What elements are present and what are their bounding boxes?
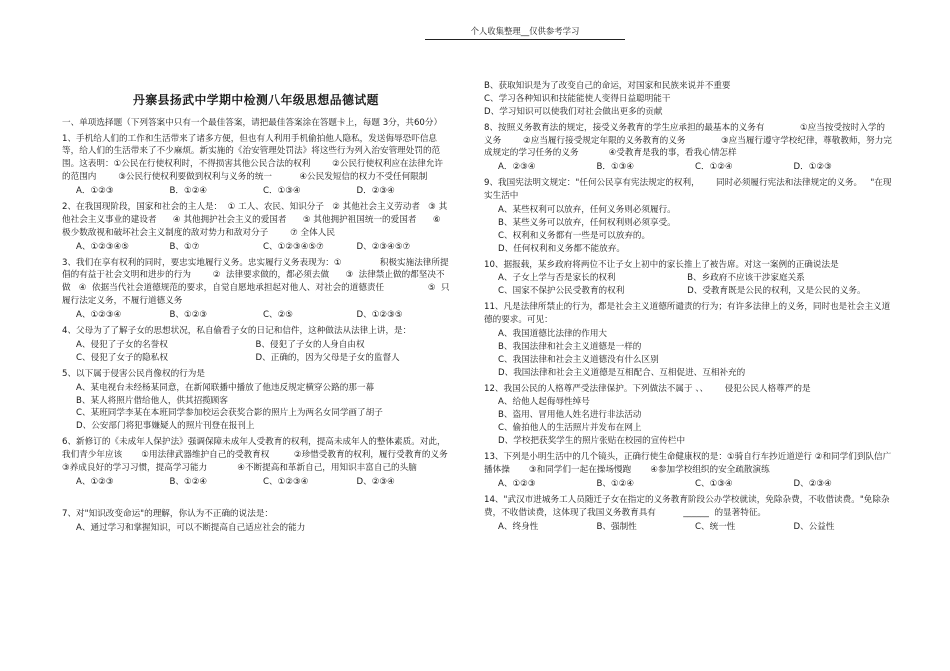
question-text: 9、我国宪法明文规定："任何公民享有宪法规定的权利， 同时必须履行宪法和法律规定的义务。 "在现实生活中 — [484, 178, 892, 202]
option: C、侵犯了女子的隐私权 — [76, 352, 168, 363]
option: D、公益性 — [793, 521, 835, 532]
question-text: 13、下列是小明生活中的几个镜头，正确行使生命健康权的是：①骑自行车抄近道逆行 ②和同学们到队信广播体操 ③和同学们一起在操场慢跑 ④参加学校组织的安全疏散演练 — [484, 452, 892, 475]
section-heading: 一、单项选择题（下列答案中只有一个最佳答案，请把最佳答案涂在答题卡上，每题 3分，共60分） — [62, 117, 443, 128]
question-options — [62, 476, 450, 489]
spacer — [62, 492, 450, 508]
question-text: 2、在我国现阶段，国家和社会的主人是： ① 工人、农民、知识分子 ② 其他社会主义劳动者 ③ 其他社会主义事业的建设者 ④ 其他拥护社会主义的爱国者 ⑤ 其他拥护祖国统一的爱国者 ⑥ 极少数敌视和破坏社会主义制度的敌对势力和敌对分子 ⑦ 全体人民 — [62, 202, 448, 238]
question — [62, 257, 450, 322]
option: D．①②③ — [793, 162, 832, 173]
option: B、①⑦ — [169, 241, 200, 252]
option: B、某人将照片借给他人，供其招揽顾客 — [76, 395, 228, 406]
option: D、学习知识可以使我们对社会做出更多的贡献 — [484, 106, 663, 117]
option: B、强制性 — [596, 521, 637, 532]
question-text: 14、"武汉市进城务工人员随迁子女在指定的义务教育阶段公办学校就读，免除杂费，不收借读费。"免除杂费，不收借读费，这体现了我国义务教育具有 ______ 的显著特征。 — [484, 494, 890, 518]
question-text: 5、以下属于侵害公民肖像权的行为是 — [62, 368, 205, 379]
question-options — [62, 185, 450, 198]
option: B、盗用、冒用他人姓名进行非法活动 — [498, 410, 642, 421]
option: D、①②③⑤ — [356, 310, 403, 321]
option: A、①②③④⑤ — [76, 241, 129, 252]
question — [62, 201, 450, 254]
option: C、权利和义务都有一些是可以放弃的。 — [498, 230, 651, 241]
right-question-list — [484, 122, 892, 534]
question-text: 4、父母为了了解子女的思想状况，私自偷看子女的日记和信件，这种做法从法律上讲，是： — [62, 326, 412, 337]
option: B、①②④ — [169, 476, 208, 487]
question — [484, 259, 892, 299]
question-7 — [62, 508, 450, 535]
question-options — [62, 339, 450, 365]
option: C、我国法律和社会主义道德没有什么区别 — [498, 354, 659, 365]
right-column — [484, 80, 892, 536]
option: B、①②④ — [596, 478, 635, 489]
option: B．①③④ — [596, 162, 635, 173]
option: D．②③④ — [356, 186, 395, 197]
question-text: 6、新修订的《未成年人保护法》强调保障未成年人受教育的权利，提高未成年人的整体素质。对此，我们青少年应该 ①用法律武器维护自己的受教育权 ②珍惜受教育的权利，履行受教育的义务 ③养成良好的学习习惯，提高学习能力 ④不断提高和革新自己，用知识丰富自己的头脑 — [62, 437, 456, 473]
question — [484, 122, 892, 175]
option: A、子女上学与否是家长的权利 — [498, 273, 616, 284]
option: D、学校把获奖学生的照片张贴在校园的宣传栏中 — [498, 436, 686, 447]
question — [62, 368, 450, 433]
question-options — [484, 521, 892, 534]
option: C、偷拍他人的生活照片并发布在网上 — [498, 423, 642, 434]
option: B、①②③ — [169, 310, 208, 321]
option: D、受教育既是公民的权利，又是公民的义务。 — [687, 286, 866, 297]
question — [62, 325, 450, 365]
option: B、侵犯了子女的人身自由权 — [255, 339, 365, 350]
option: D、公安部门将犯事嫌疑人的照片刊登在报刊上 — [76, 421, 255, 432]
option: C、①②③④ — [263, 476, 309, 487]
option: D、②③④ — [793, 478, 832, 489]
question-text: 11、凡是法律所禁止的行为，都是社会主义道德所谴责的行为；有许多法律上的义务，同时也是社会主义道德的要求。可见： — [484, 302, 891, 326]
option: A、某些权利可以放弃，任何义务则必须履行。 — [498, 205, 676, 216]
page-title: 丹寨县扬武中学期中检测八年级思想品德试题 — [133, 93, 379, 107]
option: C．①③④ — [263, 186, 301, 197]
question-text: 10、据报载，某乡政府将两位不让子女上初中的家长推上了被告席。对这一案例的正确说法是 — [484, 259, 839, 270]
option: B、乡政府不应该干涉家庭关系 — [687, 273, 805, 284]
option: D、②③④ — [356, 476, 395, 487]
option: A、通过学习和掌握知识，可以不断提高自己适应社会的能力 — [76, 522, 306, 533]
left-question-list — [62, 133, 456, 489]
option: C、①②③④⑤⑦ — [263, 241, 324, 252]
question-options — [484, 204, 892, 256]
option: B、我国法律和社会主义道德是一样的 — [498, 341, 642, 352]
option: A、给他人起侮辱性绰号 — [498, 397, 590, 408]
option: A、终身性 — [498, 521, 539, 532]
question-options — [62, 309, 450, 322]
option: D、我国法律和社会主义道德是互相配合、互相促进、互相补充的 — [498, 367, 746, 378]
left-column — [62, 92, 456, 538]
question — [484, 301, 892, 379]
question-options — [62, 241, 450, 254]
question — [62, 436, 456, 489]
option: D、②③④⑤⑦ — [356, 241, 411, 252]
option: C、①③④ — [695, 478, 733, 489]
question — [484, 451, 892, 491]
option: C、国家不保护公民受教育的权利 — [498, 286, 625, 297]
question-text: 1、手机给人们的工作和生活带来了诸多方便，但也有人利用手机偷拍他人隐私，发送侮辱恐吓信息等，给人们的生活带来了不少麻烦。新实施的《治安管理处罚法》将这些行为列入治安管理处罚的范围。这表明：①公民在行使权利时，不得损害其他公民合法的权利 ②公民行使权利应在法律允许的范围内 ③公民行使权利要做到权利与义务的统一 ④公民发短信的权力不受任何限制 — [62, 133, 444, 183]
option: A、①②③④ — [76, 310, 122, 321]
option: C．①②④ — [695, 162, 733, 173]
option: A、①②③ — [498, 478, 536, 489]
question — [62, 133, 450, 198]
option: A、侵犯了子女的名誉权 — [76, 339, 168, 350]
option: A、我国道德比法律的作用大 — [498, 329, 608, 340]
option: D、任何权利和义务都不能放弃。 — [498, 243, 625, 254]
option: C、学习各种知识和技能能使人变得日益聪明能干 — [484, 93, 671, 104]
question — [484, 494, 892, 534]
option: B．①②④ — [169, 186, 208, 197]
question-options — [484, 396, 892, 448]
header-note: 个人收集整理__仅供参考学习 — [425, 25, 625, 40]
option: A、①②③ — [76, 476, 114, 487]
question-text: 12、我国公民的人格尊严受法律保护。下列做法不属于 、、 侵犯公民人格尊严的是 — [484, 383, 811, 394]
question-options — [484, 272, 892, 298]
option: A．①②③ — [76, 186, 114, 197]
option: D、正确的，因为父母是子女的监督人 — [255, 352, 400, 363]
question-options — [484, 328, 892, 380]
q7-continued-options — [484, 80, 892, 119]
question-options — [62, 382, 450, 434]
question-options — [484, 478, 892, 491]
question-options — [484, 161, 892, 174]
question-text: 3、我们在享有权利的同时，要忠实地履行义务。忠实履行义务表现为：① 积极实施法律所提倡的有益于社会文明和进步的行为 ② 法律要求做的，都必须去做 ③ 法律禁止做的都坚决不做 ④ 依据当代社会道德规范的要求，自觉自愿地承担起对他人、对社会的道德责任 ⑤ 只履行法定义务，不履行道德义务 — [62, 257, 450, 307]
question — [484, 383, 892, 448]
option: C、某班同学李某在本班同学参加校运会获奖合影的照片上为两名女同学画了胡子 — [76, 408, 383, 419]
question-options — [62, 522, 450, 535]
option: B、某些义务可以放弃，任何权利则必须享受。 — [498, 217, 676, 228]
question-text: 7、对"知识改变命运"的理解，你认为不正确的说法是： — [62, 508, 274, 519]
question-text: 8、按照义务教育法的规定，接受义务教育的学生应承担的最基本的义务有 ①应当按受按时入学的义务 ②应当履行接受规定年限的义务教育的义务 ③应当履行遵守学校纪律，尊敬教师，努力完成规定的学习任务的义务 ④受教育是我的事，看我心情怎样 — [484, 122, 892, 159]
option: C、②⑤ — [263, 310, 294, 321]
option: B、获取知识是为了改变自己的命运，对国家和民族来说并不重要 — [484, 81, 731, 91]
option: A．②③④ — [498, 162, 536, 173]
question — [484, 177, 892, 255]
option: A、某电视台未经杨某同意，在新闻联播中播放了他违反规定横穿公路的那一幕 — [76, 382, 375, 393]
option: C、统一性 — [695, 521, 736, 532]
